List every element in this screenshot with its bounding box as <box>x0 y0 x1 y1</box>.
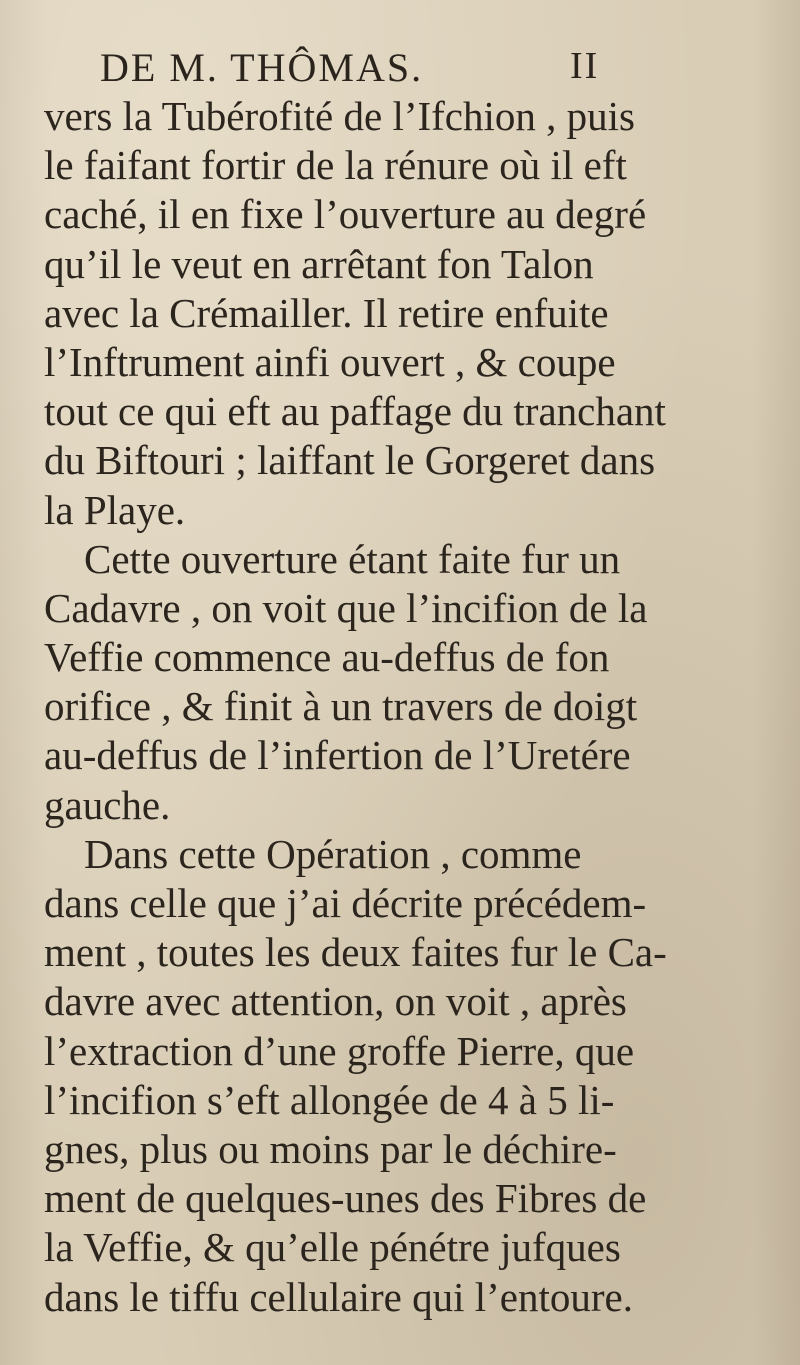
running-head-title: DE M. THÔMAS. <box>100 45 424 90</box>
text-line: Veffie commence au-deffus de fon <box>44 634 610 681</box>
text-line: l’incifion s’eft allongée de 4 à 5 li- <box>44 1076 615 1123</box>
text-line: tout ce qui eft au paffage du tranchant <box>44 388 666 435</box>
paragraph-start-line: Cette ouverture étant faite fur un <box>84 535 621 582</box>
text-line: l’extraction d’une groffe Pierre, que <box>44 1027 635 1074</box>
text-line: davre avec attention, on voit , après <box>44 978 627 1025</box>
paragraph-start-line: Dans cette Opération , comme <box>84 830 582 877</box>
text-line: caché, il en fixe l’ouverture au degré <box>44 191 647 238</box>
text-line: l’Inftrument ainfi ouvert , & coupe <box>44 338 616 385</box>
text-line: le faifant fortir de la rénure où il eft <box>44 142 627 189</box>
body-text <box>44 92 774 1322</box>
text-line: la Veffie, & qu’elle pénétre jufques <box>44 1224 621 1271</box>
text-line: ment , toutes les deux faites fur le Ca- <box>44 929 667 976</box>
page-number: II <box>570 45 600 87</box>
text-line: orifice , & finit à un travers de doigt <box>44 683 638 730</box>
text-line: avec la Crémailler. Il retire enfuite <box>44 289 609 336</box>
text-line: gauche. <box>44 781 171 828</box>
text-line: la Playe. <box>44 486 186 533</box>
running-head <box>100 44 630 96</box>
text-line: ment de quelques-unes des Fibres de <box>44 1175 647 1222</box>
text-line: Cadavre , on voit que l’incifion de la <box>44 584 648 631</box>
text-line: vers la Tubérofité de l’Ifchion , puis <box>44 93 635 139</box>
text-line: dans celle que j’ai décrite précédem- <box>44 880 647 926</box>
text-line: dans le tiffu cellulaire qui l’entoure. <box>44 1273 633 1320</box>
text-line: du Biftouri ; laiffant le Gorgeret dans <box>44 437 656 484</box>
text-line: au-deffus de l’infertion de l’Uretére <box>44 732 631 779</box>
text-line: gnes, plus ou moins par le déchire- <box>44 1125 617 1172</box>
text-line: qu’il le veut en arrêtant fon Talon <box>44 240 594 287</box>
